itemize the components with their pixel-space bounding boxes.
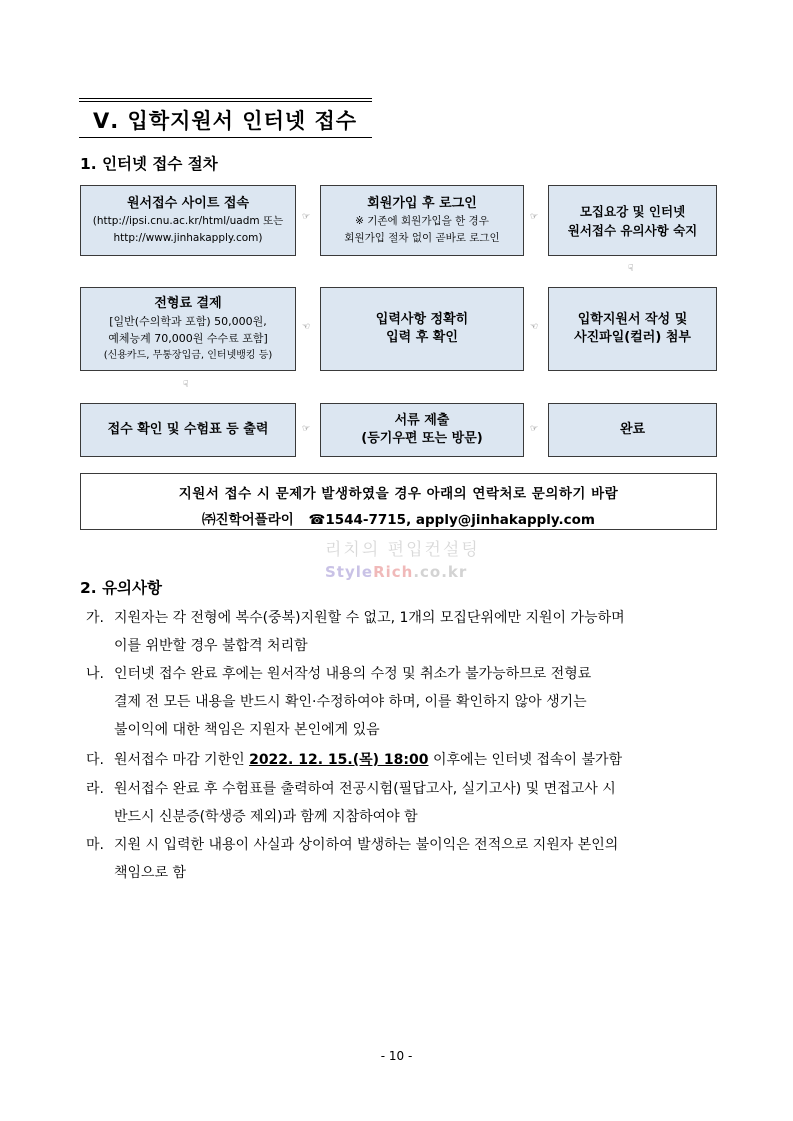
note-marker: 라. <box>86 781 104 797</box>
note-marker: 나. <box>86 666 104 682</box>
page-number: - 10 - <box>380 1049 413 1063</box>
step-text: 예체능계 70,000원 수수료 포함] <box>108 331 268 345</box>
step-text: http://www.jinhakapply.com) <box>113 231 263 244</box>
step-signup-login <box>320 185 524 256</box>
note-line: 결제 전 모든 내용을 반드시 확인·수정하여야 하며, 이를 확인하지 않아 생기는 <box>114 694 587 710</box>
email-address: apply@jinhakapply.com <box>415 512 595 528</box>
note-line: 반드시 신분증(학생증 제외)과 함께 지참하여야 함 <box>114 809 418 825</box>
title-rule <box>79 101 372 102</box>
watermark-tld: .co.kr <box>413 563 468 581</box>
watermark-rich: Rich <box>373 563 414 581</box>
arrow-down-icon: ☟ <box>628 264 634 274</box>
arrow-right-icon: ☞ <box>302 424 311 434</box>
step-title: 전형료 결제 <box>154 295 222 311</box>
step-text: 입력사항 정확히 <box>375 312 469 327</box>
step-title: 회원가입 후 로그인 <box>367 195 477 211</box>
step-site-access <box>80 185 296 256</box>
step-text: 모집요강 및 인터넷 <box>579 203 686 219</box>
step-read-guide <box>548 185 717 256</box>
note-line: 지원 시 입력한 내용이 사실과 상이하여 발생하는 불이익은 전적으로 지원자 본인의 <box>114 837 619 853</box>
step-complete <box>548 403 717 457</box>
note-item-ga <box>86 604 726 660</box>
watermark-style: Style <box>325 563 374 581</box>
step-text: (등기우편 또는 방문) <box>361 431 483 446</box>
arrow-down-icon: ☟ <box>183 380 189 390</box>
arrow-right-icon: ☞ <box>302 212 311 222</box>
notice-text: 지원서 접수 시 문제가 발생하였을 경우 아래의 연락처로 문의하기 바람 <box>178 486 619 502</box>
step-text: 입학지원서 작성 및 <box>577 312 688 327</box>
note-line: 책임으로 함 <box>114 865 187 881</box>
step-print-ticket <box>80 403 296 457</box>
step-text: 회원가입 절차 없이 곧바로 로그인 <box>344 231 500 244</box>
step-write-application <box>548 287 717 371</box>
note-line: 이를 위반할 경우 불합격 처리함 <box>114 638 308 654</box>
procedure-heading: 1. 인터넷 접수 절차 <box>80 155 218 173</box>
step-text: 사진파일(컬러) 첨부 <box>574 330 691 345</box>
step-text: 접수 확인 및 수험표 등 출력 <box>107 422 269 437</box>
contact-notice <box>80 473 717 530</box>
note-text-post: 이후에는 인터넷 접속이 불가함 <box>432 752 623 768</box>
arrow-left-icon: ☜ <box>302 322 311 332</box>
company-name: ㈜진학어플라이 <box>202 512 294 528</box>
note-item-ra <box>86 775 726 831</box>
step-text: (http://ipsi.cnu.ac.kr/html/uadm 또는 <box>92 214 284 227</box>
step-text: (신용카드, 무통장입금, 인터넷뱅킹 등) <box>103 349 273 361</box>
deadline-date: 2022. 12. 15.(목) 18:00 <box>249 752 429 768</box>
note-line: 인터넷 접수 완료 후에는 원서작성 내용의 수정 및 취소가 불가능하므로 전형료 <box>114 666 592 682</box>
step-text: 원서접수 유의사항 숙지 <box>567 222 698 238</box>
section-title <box>79 98 372 138</box>
arrow-left-icon: ☜ <box>530 322 539 332</box>
phone-number: ☎1544-7715, <box>308 512 412 528</box>
step-text: [일반(수의학과 포함) 50,000원, <box>109 314 267 328</box>
step-title: 원서접수 사이트 접속 <box>126 195 250 211</box>
note-line: 원서접수 완료 후 수험표를 출력하여 전공시험(필답고사, 실기고사) 및 면접고사 시 <box>114 781 616 797</box>
notice-contact <box>81 508 716 528</box>
note-text-pre: 원서접수 마감 기한인 <box>114 752 245 768</box>
watermark-domain <box>325 563 467 581</box>
note-marker: 마. <box>86 837 104 853</box>
note-line: 지원자는 각 전형에 복수(중복)지원할 수 없고, 1개의 모집단위에만 지원이 가능하며 <box>114 610 625 626</box>
step-fee-payment <box>80 287 296 371</box>
step-text: 입력 후 확인 <box>386 330 458 345</box>
step-text: ※ 기존에 회원가입을 한 경우 <box>355 214 489 227</box>
note-line: 불이익에 대한 책임은 지원자 본인에게 있음 <box>114 722 380 738</box>
note-item-na <box>86 660 726 744</box>
step-input-check <box>320 287 524 371</box>
note-marker: 가. <box>86 610 104 626</box>
notes-heading: 2. 유의사항 <box>80 579 162 597</box>
note-line <box>114 746 726 774</box>
note-item-ma <box>86 831 726 887</box>
note-marker: 다. <box>86 752 104 768</box>
section-title-text: Ⅴ. 입학지원서 인터넷 접수 <box>93 109 358 133</box>
step-text: 완료 <box>619 422 646 437</box>
step-text: 서류 제출 <box>394 413 450 428</box>
step-submit-documents <box>320 403 524 457</box>
note-item-da <box>86 746 726 774</box>
watermark-text: 리치의 편입컨설팅 <box>325 540 480 560</box>
arrow-right-icon: ☞ <box>530 212 539 222</box>
arrow-right-icon: ☞ <box>530 424 539 434</box>
